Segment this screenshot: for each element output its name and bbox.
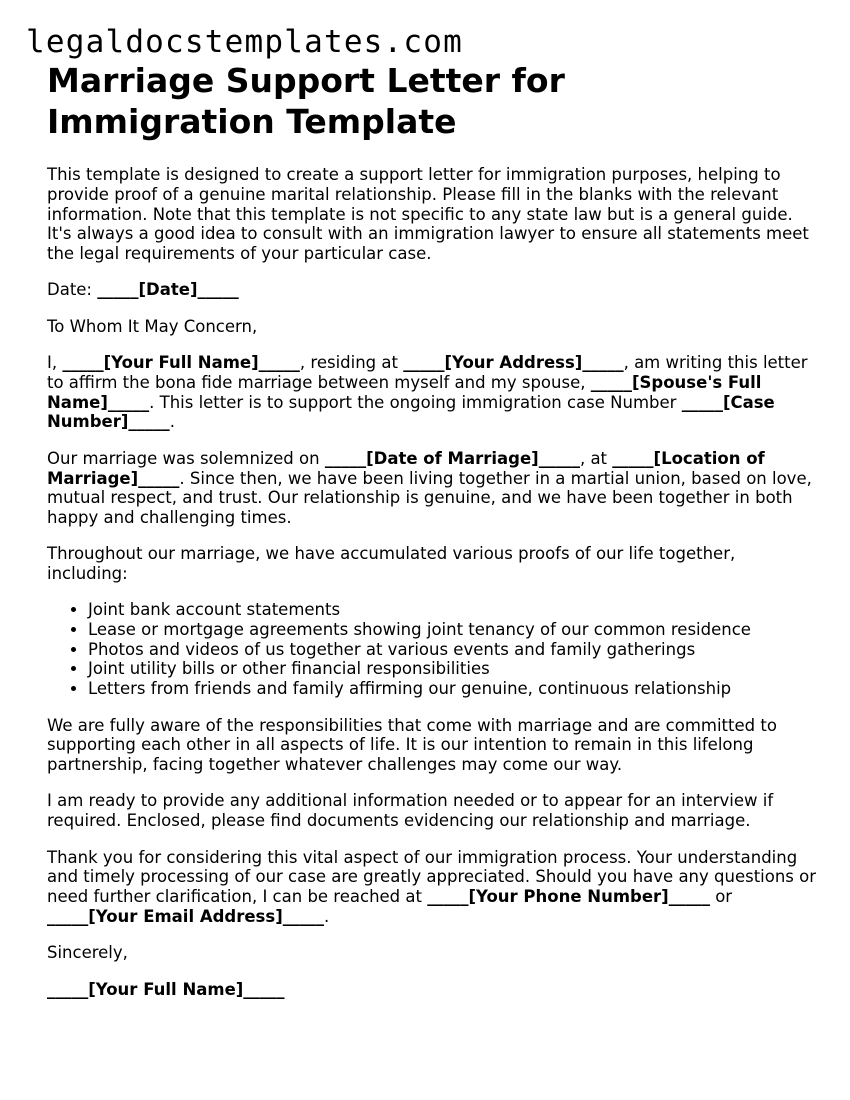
text: Thank you for considering this vital aspect of our immigration process. Your understanding and timely processing of our case are greatly appreciated. Should you have any questions or need further clarification, I can be reached at: [47, 847, 817, 907]
paragraph-contact: [47, 848, 817, 927]
email-field: _____[Your Email Address]_____: [47, 906, 324, 926]
site-watermark: legaldocstemplates.com: [26, 24, 463, 60]
marriage-date-field: _____[Date of Marriage]_____: [324, 448, 580, 468]
document-title: [47, 60, 817, 142]
proofs-list: [47, 600, 817, 699]
salutation: To Whom It May Concern,: [47, 316, 258, 336]
text: , am writing this letter to affirm the bona fide marriage between myself and my spouse,: [47, 353, 808, 392]
text: .: [324, 906, 330, 926]
signature-line: [47, 980, 817, 1000]
text: I,: [47, 353, 63, 373]
title-line-1: Marriage Support Letter for: [47, 61, 565, 100]
address-field: _____[Your Address]_____: [403, 353, 624, 373]
list-item: • Letters from friends and family affirming our genuine, continuous relationship: [88, 679, 817, 699]
paragraph-identity: [47, 353, 817, 432]
title-line-2: Immigration Template: [47, 102, 457, 141]
text: Our marriage was solemnized on: [47, 448, 325, 468]
phone-field: _____[Your Phone Number]_____: [427, 887, 710, 907]
list-item: • Photos and videos of us together at various events and family gatherings: [88, 640, 817, 660]
list-item: • Joint bank account statements: [88, 600, 817, 620]
document-page: [47, 60, 817, 999]
text: or: [709, 887, 733, 907]
list-item: • Joint utility bills or other financial responsibilities: [88, 659, 817, 679]
date-field: _____[Date]_____: [97, 280, 239, 300]
closing: Sincerely,: [47, 943, 128, 963]
text: . This letter is to support the ongoing immigration case Number: [149, 392, 682, 412]
date-label: Date:: [47, 280, 98, 300]
case-number-field: _____[Case Number]_____: [47, 392, 775, 432]
paragraph-proofs-intro: Throughout our marriage, we have accumulated various proofs of our life together, including:: [47, 544, 736, 584]
text: , at: [579, 448, 613, 468]
intro-paragraph: This template is designed to create a support letter for immigration purposes, helping to provide proof of a genuine marital relationship. Please fill in the blanks with the relevant information. Note that this template is not specific to any state law but is a general guide. It's always a good idea to consult with an immigration lawyer to ensure all statements meet the legal requirements of your particular case.: [47, 165, 809, 264]
paragraph-additional-info: I am ready to provide any additional information needed or to appear for an interview if required. Enclosed, please find documents evidencing our relationship and marriage.: [47, 791, 774, 831]
marriage-location-field: _____[Location of Marriage]_____: [47, 448, 765, 488]
date-line: [47, 280, 817, 300]
text: .: [169, 412, 175, 432]
list-item: • Lease or mortgage agreements showing joint tenancy of our common residence: [88, 620, 817, 640]
full-name-field: _____[Your Full Name]_____: [62, 353, 300, 373]
paragraph-marriage: [47, 449, 817, 528]
paragraph-commitment: We are fully aware of the responsibilities that come with marriage and are committed to supporting each other in all aspects of life. It is our intention to remain in this lifelong partnership, facing together whatever challenges may come our way.: [47, 715, 777, 775]
text: , residing at: [299, 353, 404, 373]
spouse-name-field: _____[Spouse's Full Name]_____: [47, 372, 762, 412]
signature-field: _____[Your Full Name]_____: [47, 979, 285, 999]
text: . Since then, we have been living together in a martial union, based on love, mutual respect, and trust. Our relationship is genuine, and we have been together in both happy and challenging times.: [47, 468, 812, 528]
